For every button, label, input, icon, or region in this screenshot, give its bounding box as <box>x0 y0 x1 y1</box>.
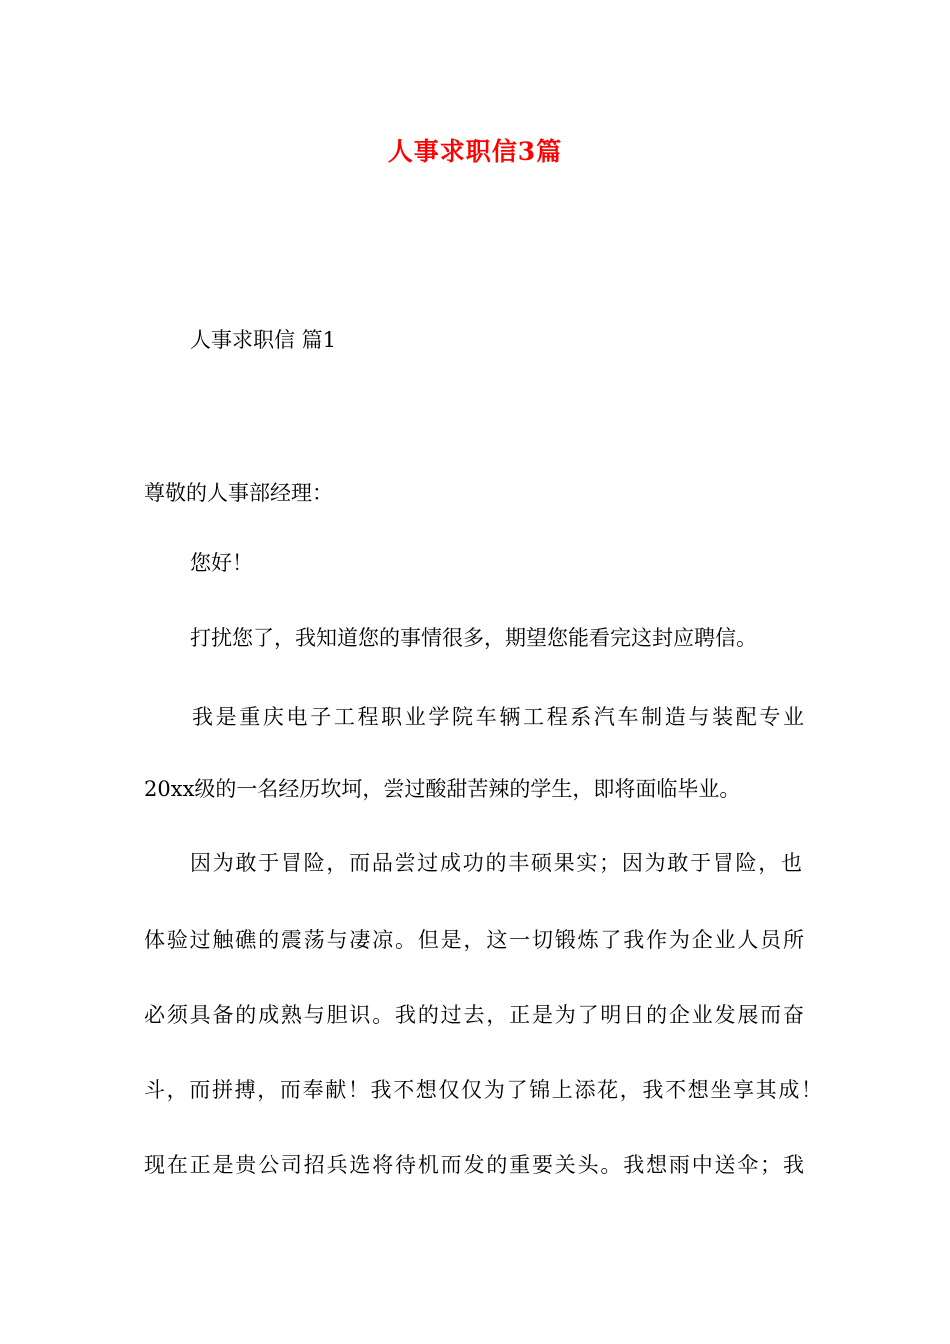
body-line-3: 20xx级的一名经历坎坷，尝过酸甜苦辣的学生，即将面临毕业。 <box>144 777 741 801</box>
body-line-7: 斗，而拼搏，而奉献！我不想仅仅为了锦上添花，我不想坐享其成！ <box>144 1078 822 1102</box>
document-title: 人事求职信3篇 <box>387 137 563 166</box>
body-line-5: 体验过触礁的震荡与凄凉。但是，这一切锻炼了我作为企业人员所 <box>144 928 804 952</box>
body-line-8: 现在正是贵公司招兵选将待机而发的重要关头。我想雨中送伞；我 <box>144 1153 804 1177</box>
salutation: 尊敬的人事部经理： <box>144 481 333 505</box>
section-heading: 人事求职信 篇1 <box>190 328 337 352</box>
body-line-2: 我是重庆电子工程职业学院车辆工程系汽车制造与装配专业 <box>192 705 804 729</box>
body-line-6: 必须具备的成熟与胆识。我的过去，正是为了明日的企业发展而奋 <box>144 1003 804 1027</box>
body-line-1: 打扰您了，我知道您的事情很多，期望您能看完这封应聘信。 <box>190 626 757 650</box>
greeting: 您好！ <box>190 551 253 575</box>
body-line-4: 因为敢于冒险，而品尝过成功的丰硕果实；因为敢于冒险，也 <box>190 851 802 875</box>
